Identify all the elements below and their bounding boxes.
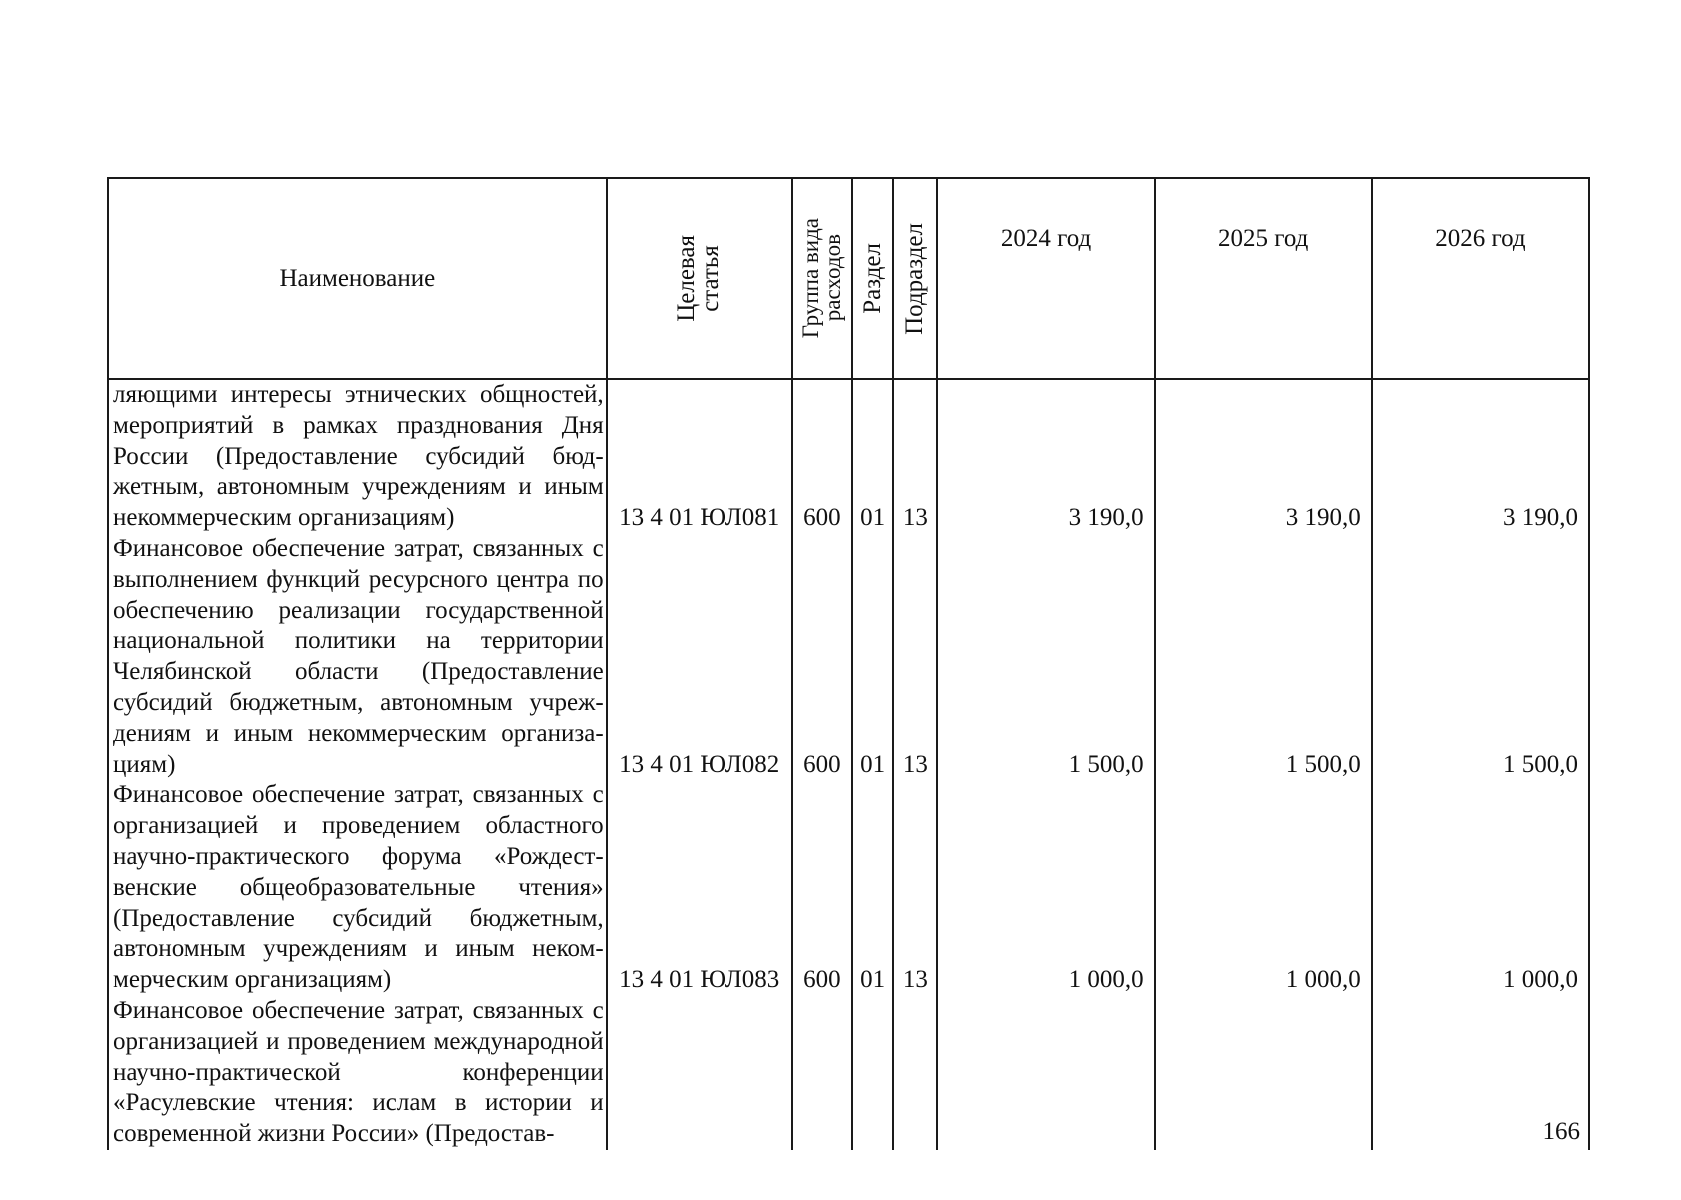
row-section: 01 (852, 780, 893, 996)
header-section: Раздел (852, 178, 893, 379)
header-name: Наименование (108, 178, 607, 379)
row-value-2024: 1 500,0 (937, 534, 1154, 780)
row-subsection: 13 (893, 379, 937, 534)
table-row (108, 780, 1589, 996)
row-target-article (607, 996, 792, 1150)
row-expense-group: 600 (792, 780, 852, 996)
row-value-2024: 1 000,0 (937, 780, 1154, 996)
row-value-2025: 1 000,0 (1155, 780, 1372, 996)
row-name: Финансовое обеспечение затрат, связанных с организацией и проведением международной научно-практической конференции «Расулевские чтения: ислам в истории и современной жизни России» (Предостав- (108, 996, 607, 1150)
row-section: 01 (852, 379, 893, 534)
row-name: Финансовое обеспечение затрат, связанных с организацией и проведением областного научно-практического форума «Рождественские общеобразовательные чтения» (Предоставление субсидий бюджетным, автономным учреждениям и иным некоммерческим организациям) (108, 780, 607, 996)
header-expense-group: Группа вида расходов (792, 178, 852, 379)
row-section (852, 996, 893, 1150)
row-name: ляющими интересы этнических общностей, мероприятий в рамках празднования Дня России (Предоставление субсидий бюджетным, автономным учреждениям и иным некоммерческим организациям) (108, 379, 607, 534)
page-number: 166 (1542, 1118, 1580, 1145)
table-row (108, 996, 1589, 1150)
header-subsection: Подраздел (893, 178, 937, 379)
row-subsection: 13 (893, 780, 937, 996)
row-expense-group (792, 996, 852, 1150)
row-subsection (893, 996, 937, 1150)
row-value-2024 (937, 996, 1154, 1150)
header-target-article: Целевая статья (607, 178, 792, 379)
header-2024: 2024 год (937, 178, 1154, 379)
row-value-2026: 3 190,0 (1372, 379, 1589, 534)
row-target-article: 13 4 01 ЮЛ083 (607, 780, 792, 996)
row-subsection: 13 (893, 534, 937, 780)
row-target-article: 13 4 01 ЮЛ081 (607, 379, 792, 534)
table-header-row (108, 178, 1589, 379)
row-name: Финансовое обеспечение затрат, связанных с выполнением функций ресурсного центра по обеспечению реализации государственной национальной политики на территории Челябинской области (Предоставление субсидий бюджетным, автономным учреждениям и иным некоммерческим организациям) (108, 534, 607, 780)
row-value-2025 (1155, 996, 1372, 1150)
header-2026: 2026 год (1372, 178, 1589, 379)
row-value-2025: 3 190,0 (1155, 379, 1372, 534)
row-target-article: 13 4 01 ЮЛ082 (607, 534, 792, 780)
row-section: 01 (852, 534, 893, 780)
row-value-2026: 1 000,0 (1372, 780, 1589, 996)
header-2025: 2025 год (1155, 178, 1372, 379)
budget-table (107, 177, 1590, 1150)
table-row (108, 534, 1589, 780)
row-expense-group: 600 (792, 379, 852, 534)
table-row (108, 379, 1589, 534)
row-value-2026: 1 500,0 (1372, 534, 1589, 780)
row-value-2025: 1 500,0 (1155, 534, 1372, 780)
row-expense-group: 600 (792, 534, 852, 780)
row-value-2024: 3 190,0 (937, 379, 1154, 534)
